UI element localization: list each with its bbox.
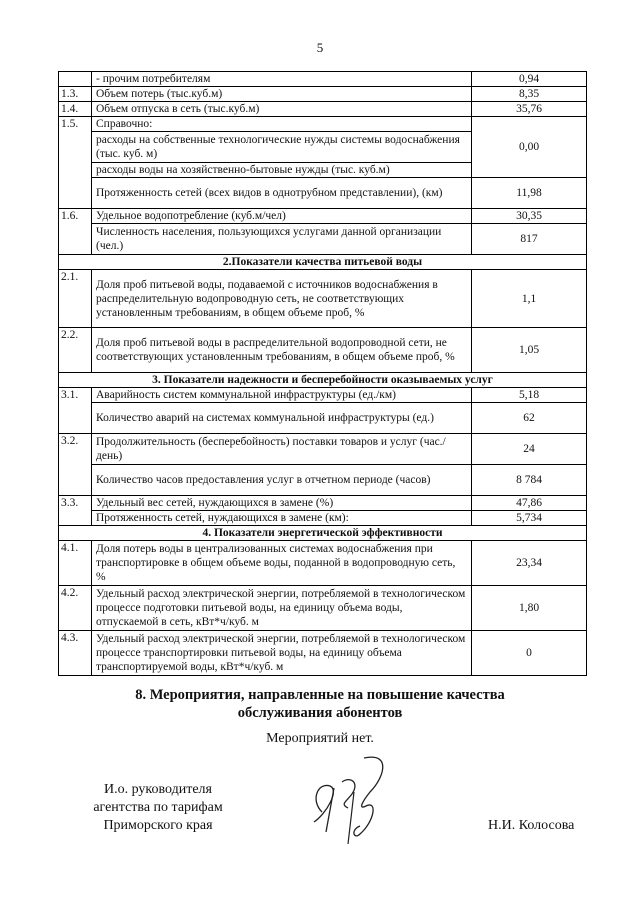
row-value: 24 (472, 434, 587, 465)
row-value: 1,80 (472, 586, 587, 631)
row-number: 4.2. (59, 586, 92, 631)
row-text: Доля потерь воды в централизованных системах водоснабжения при транспортировке в общем объеме воды, поданной в водопроводную сеть, % (92, 541, 472, 586)
section-row (59, 526, 587, 541)
signer-position-line1: И.о. руководителя (103, 782, 212, 797)
section-title: 4. Показатели энергетической эффективности (59, 526, 587, 541)
row-text: Удельное водопотребление (куб.м/чел) (92, 209, 472, 224)
row-value: 8 784 (472, 465, 587, 496)
row-text: - прочим потребителям (92, 72, 472, 87)
row-number: 1.4. (59, 102, 92, 117)
row-number: 3.3. (59, 496, 92, 526)
row-number: 2.2. (59, 328, 92, 373)
signer-position-line3: Приморского края (103, 818, 213, 833)
table-row (59, 403, 587, 434)
row-number: 2.1. (59, 270, 92, 328)
section-row (59, 255, 587, 270)
handwritten-signature (300, 752, 410, 847)
row-value: 23,34 (472, 541, 587, 586)
row-value: 62 (472, 403, 587, 434)
indicators-table (58, 71, 587, 676)
row-text: Доля проб питьевой воды, подаваемой с источников водоснабжения в распределительную водопроводную сеть, не соответствующих установленным требованиям, в общем объеме проб, % (92, 270, 472, 328)
row-text: Протяженность сетей, нуждающихся в замене (км): (92, 511, 472, 526)
row-number: 1.6. (59, 209, 92, 255)
row-text: Удельный вес сетей, нуждающихся в замене (%) (92, 496, 472, 511)
row-text: Численность населения, пользующихся услугами данной организации (чел.) (92, 224, 472, 255)
signer-position-line2: агентства по тарифам (93, 800, 223, 815)
row-text: Доля проб питьевой воды в распределительной водопроводной сети, не соответствующих установленным требованиям, в общем объеме проб, % (92, 328, 472, 373)
table-row (59, 586, 587, 631)
row-number (59, 72, 92, 87)
row-number: 1.5. (59, 117, 92, 209)
row-text: Удельный расход электрической энергии, потребляемой в технологическом процессе подготовки питьевой воды, на единицу объема воды, отпускаемой в сеть, кВт*ч/куб. м (92, 586, 472, 631)
row-value: 35,76 (472, 102, 587, 117)
table-row (59, 102, 587, 117)
row-value: 47,86 (472, 496, 587, 511)
row-number: 4.3. (59, 631, 92, 676)
row-number: 3.1. (59, 388, 92, 434)
table-row (59, 388, 587, 403)
row-value: 5,18 (472, 388, 587, 403)
table-row (59, 224, 587, 255)
table-row (59, 496, 587, 511)
table-row (59, 328, 587, 373)
table-row (59, 72, 587, 87)
row-number: 4.1. (59, 541, 92, 586)
row-text: Продолжительность (бесперебойность) поставки товаров и услуг (час./день) (92, 434, 472, 465)
no-measures-text: Мероприятий нет. (266, 731, 374, 746)
section-row (59, 373, 587, 388)
row-number: 3.2. (59, 434, 92, 496)
signer-name: Н.И. Колосова (488, 818, 575, 833)
table-row (59, 209, 587, 224)
page-number: 5 (316, 40, 324, 55)
row-value: 5,734 (472, 511, 587, 526)
row-text: расходы на собственные технологические нужды системы водоснабжения (тыс. куб. м) (92, 132, 472, 163)
row-value: 1,05 (472, 328, 587, 373)
row-value: 1,1 (472, 270, 587, 328)
section-title: 3. Показатели надежности и бесперебойности оказываемых услуг (59, 373, 587, 388)
signer-position (78, 781, 238, 835)
row-text: Аварийность систем коммунальной инфраструктуры (ед./км) (92, 388, 472, 403)
row-value: 0,94 (472, 72, 587, 87)
table-row (59, 434, 587, 465)
row-text: Объем отпуска в сеть (тыс.куб.м) (92, 102, 472, 117)
row-text: Протяженность сетей (всех видов в однотрубном представлении), (км) (92, 178, 472, 209)
row-value: 817 (472, 224, 587, 255)
table-row (59, 541, 587, 586)
table-row (59, 511, 587, 526)
row-value: 30,35 (472, 209, 587, 224)
section8-heading-line1: 8. Мероприятия, направленные на повышение качества (135, 687, 505, 703)
row-text: Объем потерь (тыс.куб.м) (92, 87, 472, 102)
row-value: 11,98 (472, 178, 587, 209)
row-value: 0,00 (472, 117, 587, 178)
table-row (59, 465, 587, 496)
row-text: расходы воды на хозяйственно-бытовые нужды (тыс. куб.м) (92, 163, 472, 178)
row-text: Справочно: (92, 117, 472, 132)
row-number: 1.3. (59, 87, 92, 102)
section8-heading-line2: обслуживания абонентов (237, 705, 403, 721)
table-row (59, 87, 587, 102)
table-row (59, 270, 587, 328)
table-row (59, 178, 587, 209)
row-value: 8,35 (472, 87, 587, 102)
row-text: Удельный расход электрической энергии, потребляемой в технологическом процессе транспортировки питьевой воды, на единицу объема транспортируемой воды, кВт*ч/куб. м (92, 631, 472, 676)
row-value: 0 (472, 631, 587, 676)
section-title: 2.Показатели качества питьевой воды (59, 255, 587, 270)
table-row (59, 117, 587, 132)
row-text: Количество часов предоставления услуг в отчетном периоде (часов) (92, 465, 472, 496)
row-text: Количество аварий на системах коммунальной инфраструктуры (ед.) (92, 403, 472, 434)
table-row (59, 631, 587, 676)
